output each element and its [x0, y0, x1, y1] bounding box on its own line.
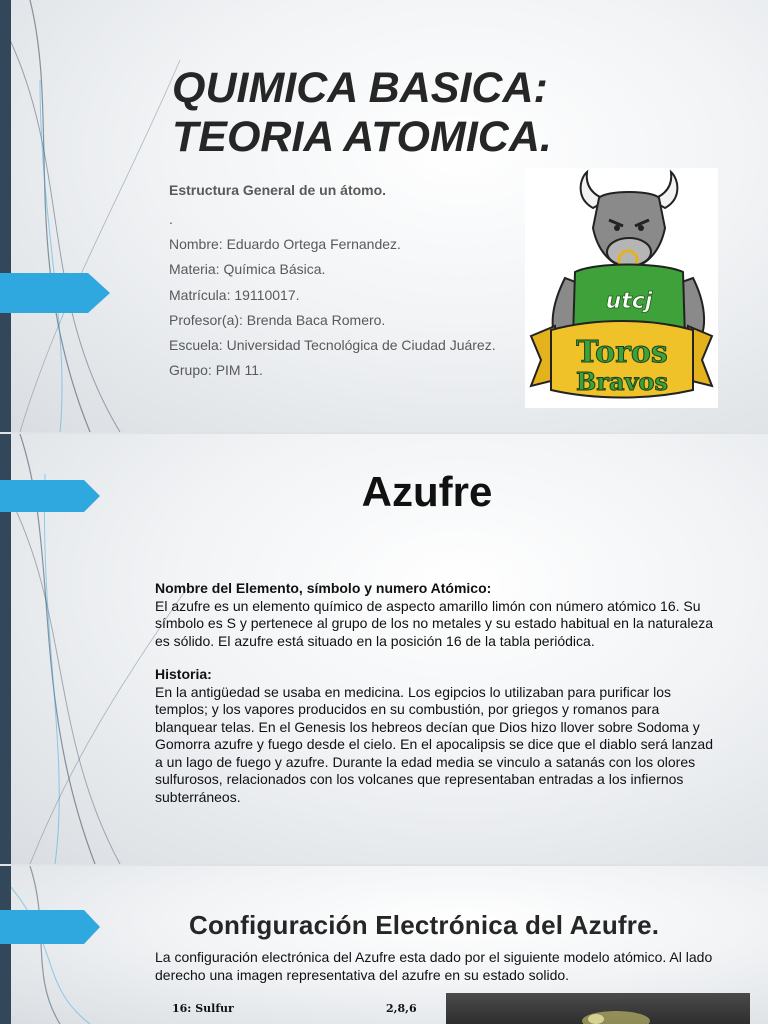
slide-title-configuracion: Configuración Electrónica del Azufre.	[189, 910, 660, 940]
historia-text: En la antigüedad se usaba en medicina. Los egipcios lo utilizaban para purificar los templos; y los vapores producidos en su combustión, por griegos y romanos para blanquear telas. En el Genesis los hebreos decían que Dios hizo llover sobre Sodoma y Gomorra azufre y fuego desde el cielo. En el apocalipsis se dice que el diablo será lanzad a un lago de fuego y azufre. Durante la edad media se vinculo a satanás con los olores sulfurosos, relacionados con los volcanes que representaban entradas a los infiernos subterráneos.	[155, 683, 713, 805]
sidebar-bar	[0, 0, 11, 432]
sulfur-crystal-icon	[446, 993, 750, 1024]
info-materia: Materia: Química Básica.	[169, 261, 326, 278]
bull-mascot-icon	[525, 168, 718, 408]
svg-text:utcj: utcj	[605, 289, 653, 314]
arrow-marker-icon	[0, 910, 100, 944]
presentation-subtitle: Estructura General de un átomo.	[169, 182, 387, 198]
info-matricula: Matrícula: 19110017.	[169, 286, 300, 303]
svg-text:Toros: Toros	[576, 335, 668, 370]
decorative-swirl-icon	[0, 866, 200, 1024]
slide-configuracion	[0, 866, 768, 1024]
presentation-title: QUIMICA BASICA: TEORIA ATOMICA.	[172, 64, 552, 161]
historia-section	[155, 666, 715, 806]
info-profesor: Profesor(a): Brenda Baca Romero.	[169, 311, 386, 328]
info-grupo: Grupo: PIM 11.	[169, 362, 263, 379]
historia-heading: Historia:	[155, 666, 212, 682]
sulfur-label: 16: Sulfur	[172, 1002, 234, 1015]
slide-azufre	[0, 434, 768, 864]
configuracion-text: La configuración electrónica del Azufre esta dado por el siguiente modelo atómico. Al lado derecho una imagen representativa del azufre en su estado solido.	[155, 949, 713, 983]
svg-text:Bravos: Bravos	[576, 367, 668, 396]
student-info-list	[169, 210, 496, 386]
elemento-section	[155, 580, 715, 650]
elemento-text: El azufre es un elemento químico de aspecto amarillo limón con número atómico 16. Su símbolo es S y pertenece al grupo de los no metales y su estado habitual en la naturaleza es sólido. El azufre está situado en la posición 16 de la tabla periódica.	[155, 597, 714, 649]
sulfur-solid-photo	[446, 993, 750, 1024]
arrow-marker-icon	[0, 273, 110, 313]
slide-title-azufre: Azufre	[361, 468, 493, 515]
info-dot: .	[169, 211, 173, 227]
info-nombre: Nombre: Eduardo Ortega Fernandez.	[169, 236, 401, 253]
sulfur-electron-config: 2,8,6	[386, 1002, 417, 1015]
sidebar-bar	[0, 866, 11, 1024]
toros-bravos-logo	[525, 168, 718, 408]
info-escuela: Escuela: Universidad Tecnológica de Ciudad Juárez.	[169, 336, 496, 353]
elemento-heading: Nombre del Elemento, símbolo y numero Atómico:	[155, 580, 492, 596]
slide-title	[0, 0, 768, 432]
